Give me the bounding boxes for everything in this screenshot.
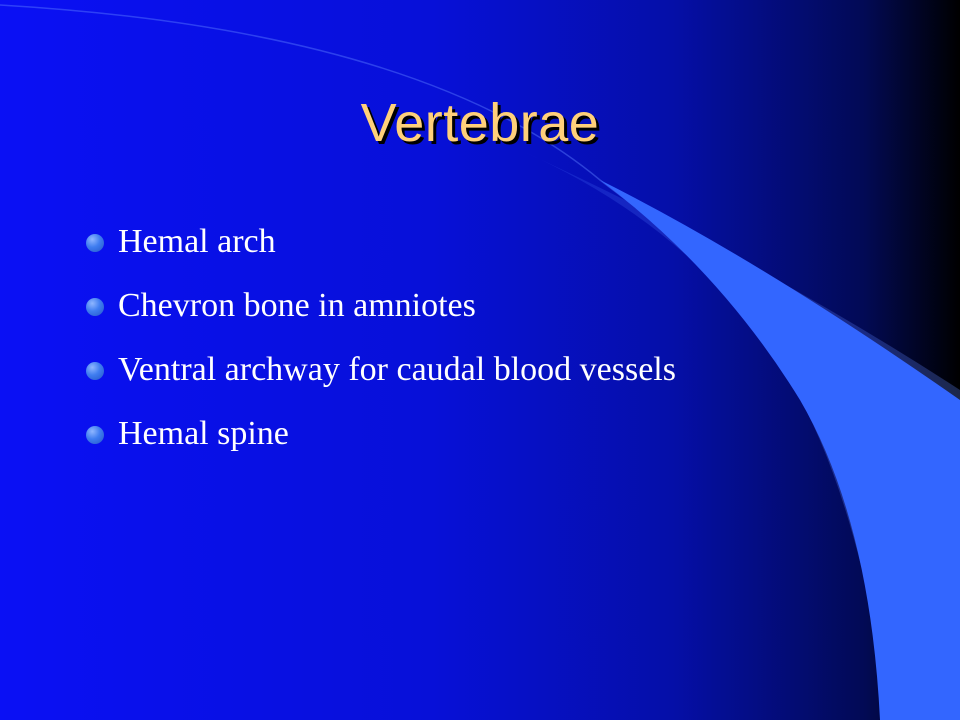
list-item (86, 282, 676, 346)
slide-title: Vertebrae (360, 93, 600, 153)
list-item (86, 346, 676, 410)
list-item (86, 410, 676, 474)
list-item (86, 218, 676, 282)
bullet-dot-icon (86, 362, 104, 380)
bullet-dot-icon (86, 298, 104, 316)
bullet-text: Hemal spine (118, 415, 289, 452)
bullet-dot-icon (86, 426, 104, 444)
bullet-list (86, 218, 676, 474)
bullet-text: Chevron bone in amniotes (118, 287, 476, 324)
bullet-text: Hemal arch (118, 223, 276, 260)
bullet-dot-icon (86, 234, 104, 252)
bullet-text: Ventral archway for caudal blood vessels (118, 351, 676, 388)
